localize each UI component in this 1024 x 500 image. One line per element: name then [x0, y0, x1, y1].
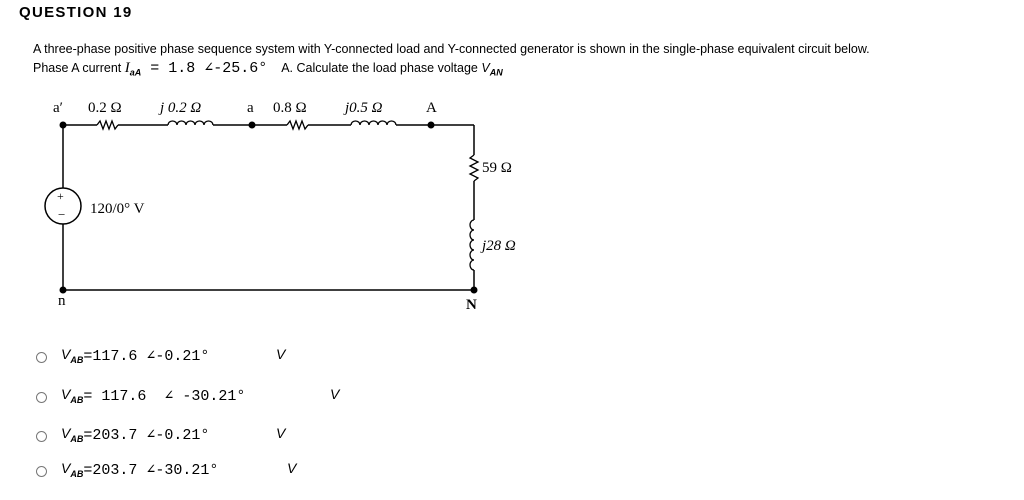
inductor-load	[470, 220, 474, 270]
label-x-line1: j 0.2 Ω	[160, 100, 202, 116]
label-x-line2: j0.5 Ω	[345, 100, 383, 116]
resistor-load	[470, 155, 478, 181]
node-a-prime-dot	[60, 122, 67, 129]
task-text: A. Calculate the load phase voltage	[281, 61, 482, 75]
option-3-symbol: $V_{AB}$	[61, 424, 84, 444]
answer-option-1[interactable]	[36, 345, 209, 365]
option-3-unit: V	[276, 425, 286, 441]
option-1-value: =117.6 ∠-0.21°	[83, 347, 210, 365]
option-1-unit: V	[276, 346, 286, 362]
inductor-line2	[351, 121, 396, 125]
node-a-dot	[249, 122, 256, 129]
current-symbol: I	[124, 60, 130, 76]
phase-current-label: Phase A current	[33, 61, 125, 75]
label-N: N	[466, 297, 477, 313]
answer-option-3[interactable]	[36, 424, 209, 444]
label-A: A	[426, 100, 437, 116]
label-a: a	[247, 100, 254, 116]
problem-statement-line1: A three-phase positive phase sequence system with Y-connected load and Y-connected generator is shown in the single-phase equivalent circuit below.	[33, 42, 870, 56]
current-value: = 1.8 ∠-25.6°	[141, 60, 268, 77]
option-4-value: =203.7 ∠-30.21°	[83, 461, 219, 479]
option-2-unit: V	[330, 386, 340, 402]
label-r-load: 59 Ω	[482, 160, 512, 176]
label-r-line1: 0.2 Ω	[88, 100, 122, 116]
radio-button-2[interactable]	[36, 392, 47, 403]
radio-button-1[interactable]	[36, 352, 47, 363]
source-plus: +	[57, 189, 64, 203]
inductor-line1	[168, 121, 213, 125]
radio-button-4[interactable]	[36, 466, 47, 477]
answer-option-4[interactable]	[36, 459, 218, 479]
label-x-load: j28 Ω	[482, 238, 516, 254]
label-r-line2: 0.8 Ω	[273, 100, 307, 116]
option-4-unit: V	[287, 460, 297, 476]
option-3-value: =203.7 ∠-0.21°	[83, 426, 210, 444]
label-source: 120/0° V	[90, 201, 145, 217]
source-minus: −	[58, 207, 66, 222]
voltage-symbol: V	[481, 61, 490, 75]
answer-option-2[interactable]	[36, 385, 245, 405]
question-heading: QUESTION 19	[19, 4, 133, 21]
node-A-dot	[428, 122, 435, 129]
label-a-prime: a′	[53, 100, 63, 116]
option-2-value: = 117.6 ∠ -30.21°	[83, 387, 246, 405]
label-n: n	[58, 293, 66, 309]
resistor-line1	[97, 121, 118, 129]
voltage-subscript: AN	[489, 67, 503, 78]
node-N-dot	[471, 287, 478, 294]
option-2-symbol: $V_{AB}$	[61, 385, 84, 405]
radio-button-3[interactable]	[36, 431, 47, 442]
option-1-symbol: $V_{AB}$	[61, 345, 84, 365]
option-4-symbol: $V_{AB}$	[61, 459, 84, 479]
resistor-line2	[287, 121, 308, 129]
current-subscript: aA	[129, 67, 142, 78]
